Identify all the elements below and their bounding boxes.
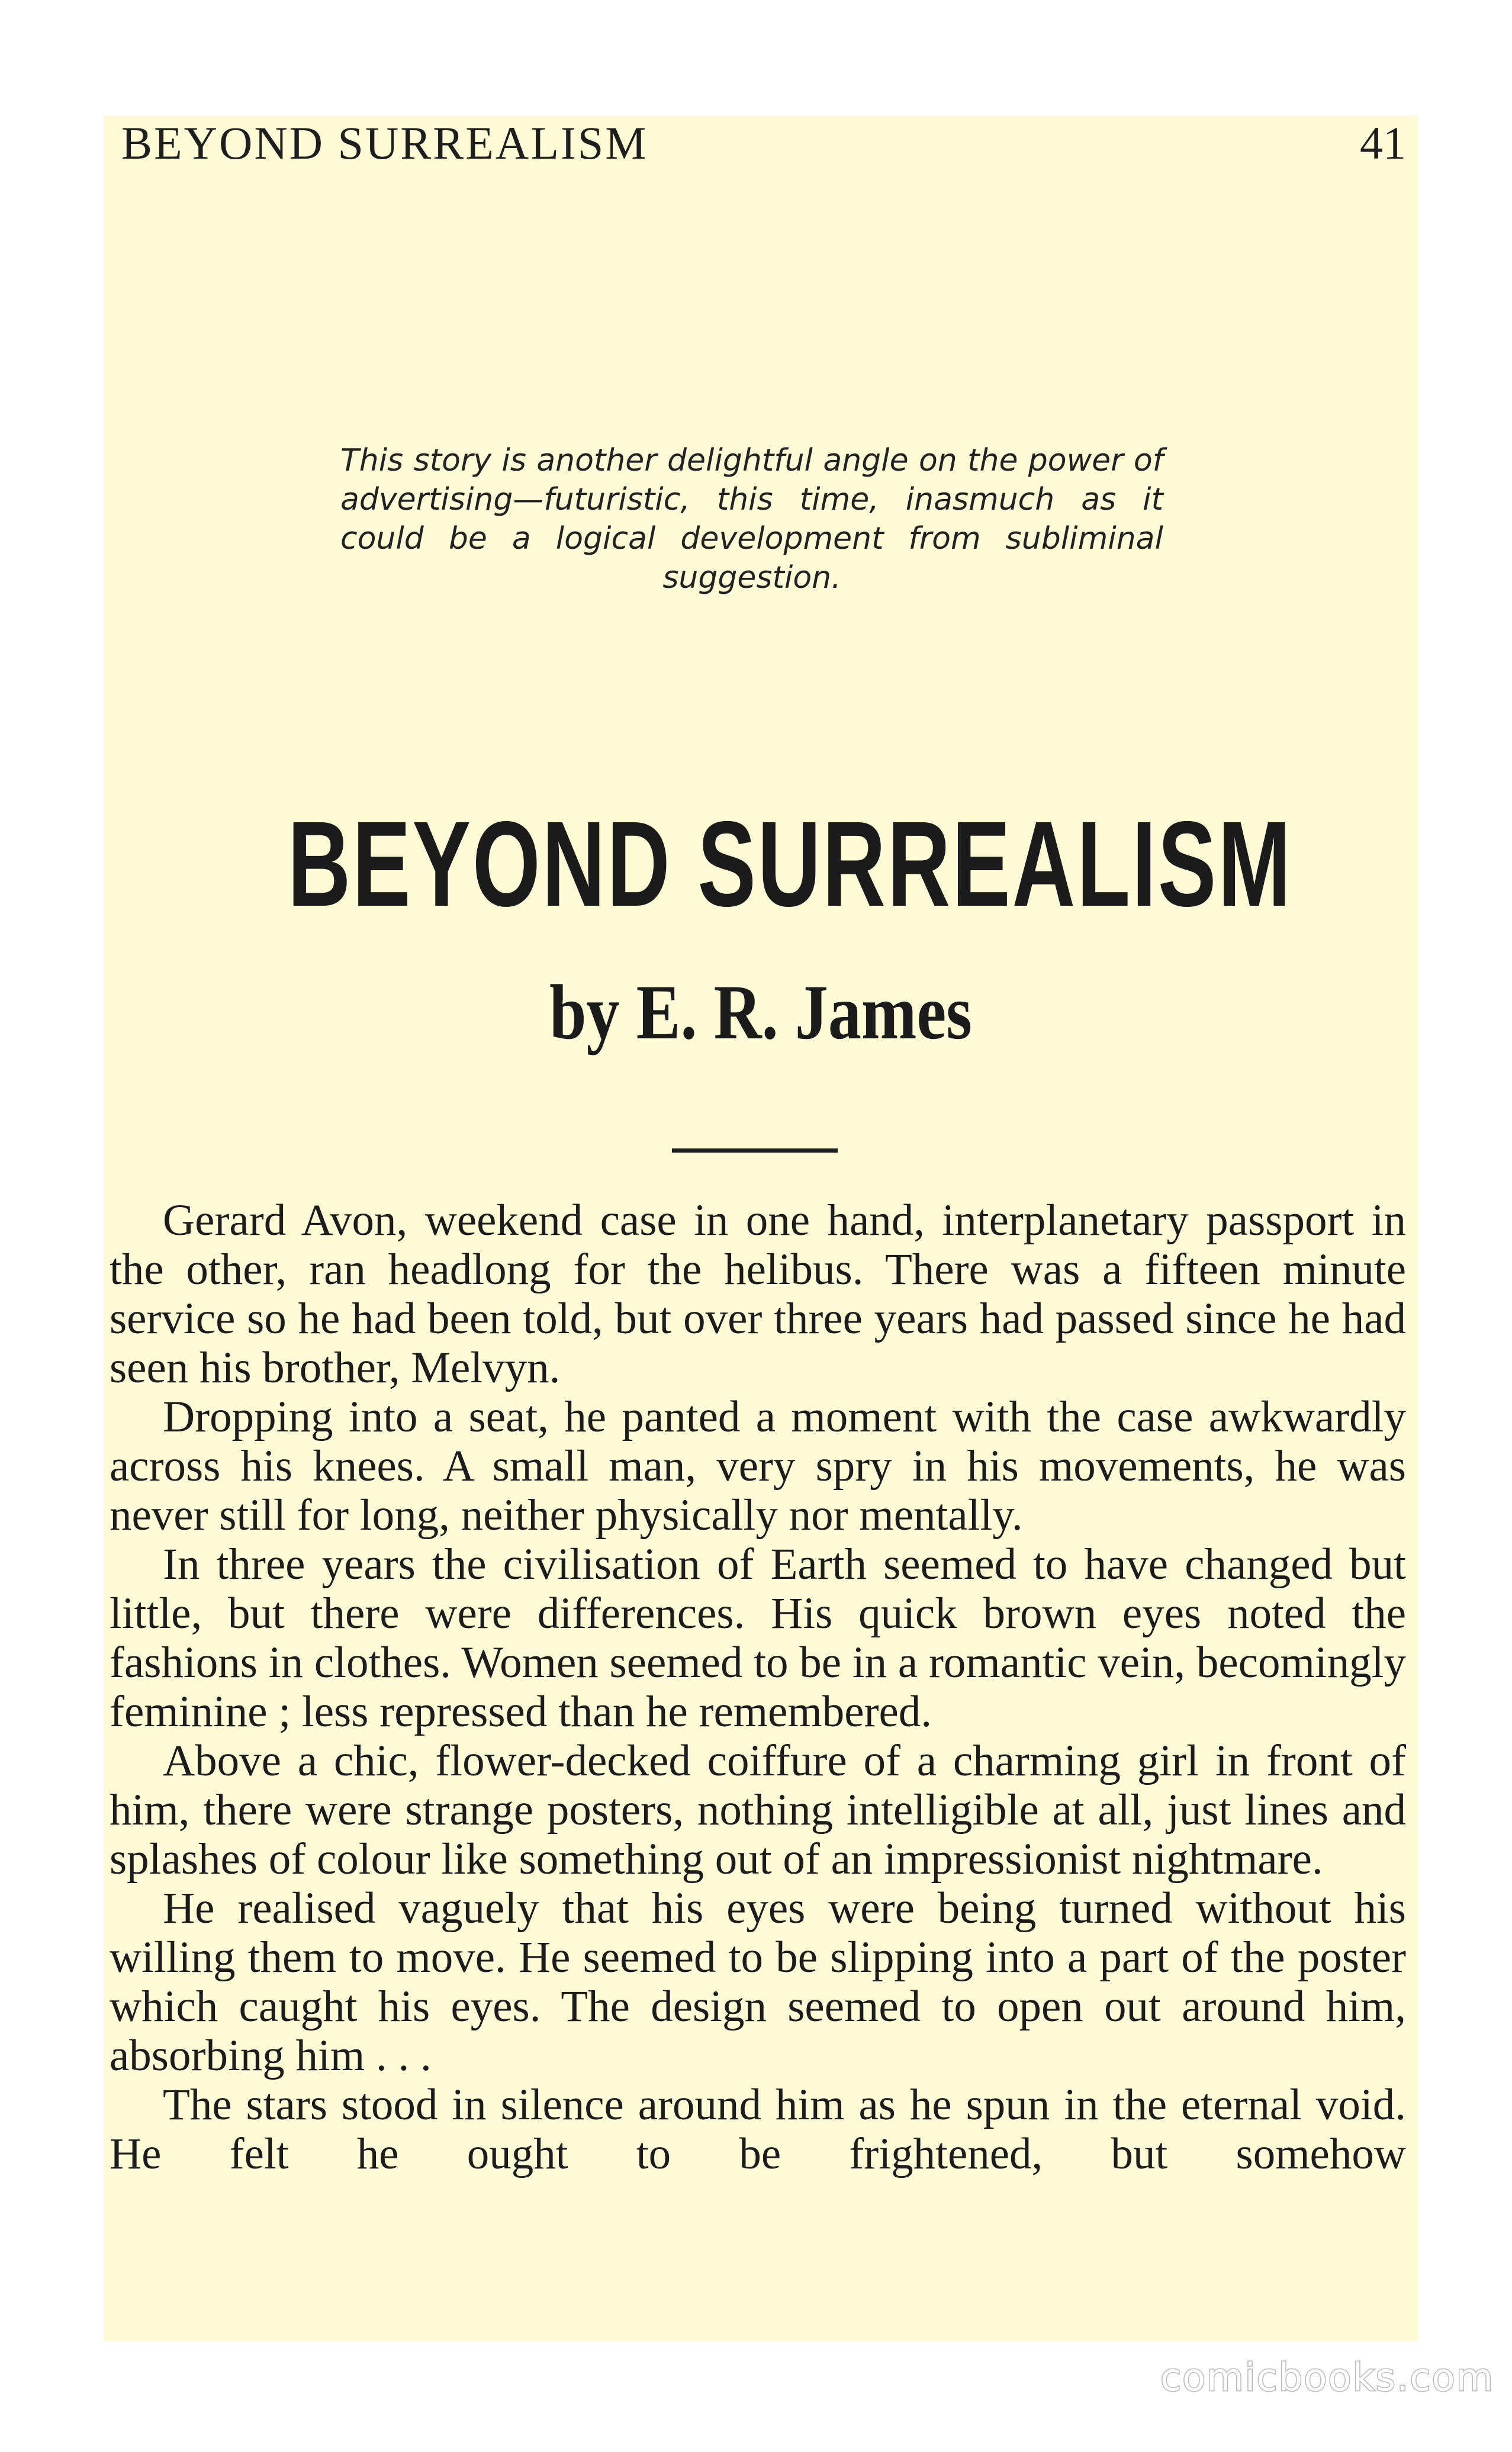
site-watermark: comicbooks.com [1160, 2356, 1494, 2400]
paragraph-5: He realised vaguely that his eyes were being turned without his willing them to move. He seemed to be slipping into a part of the poster which caught his eyes. The design seemed to open out around him, absorbing him . . . [110, 1884, 1406, 2080]
story-byline: by E. R. James [549, 968, 972, 1056]
story-title: BEYOND SURREALISM [287, 796, 1293, 932]
running-header-title: BEYOND SURREALISM [121, 117, 648, 169]
paragraph-3: In three years the civilisation of Earth seemed to have changed but little, but there were differences. His quick brown eyes noted the fashions in clothes. Women seemed to be in a romantic vein, becomingly feminine ; less repressed than he remembered. [110, 1540, 1406, 1736]
magazine-page [104, 115, 1418, 2341]
paragraph-1: Gerard Avon, weekend case in one hand, interplanetary passport in the other, ran headlong for the helibus. There was a fifteen minute service so he had been told, but over three years had passed since he had seen his brother, Melvyn. [110, 1196, 1406, 1392]
paragraph-6: The stars stood in silence around him as he spun in the eternal void. He felt he ought to be frightened, but somehow [110, 2080, 1406, 2179]
page-number: 41 [1360, 117, 1406, 169]
story-intro-blurb: This story is another delightful angle on the power of advertising—futuristic, this time, inasmuch as it could be a logical development from subliminal suggestion. [340, 443, 1163, 596]
story-body [110, 1196, 1406, 2179]
paragraph-4: Above a chic, flower-decked coiffure of a charming girl in front of him, there were strange posters, nothing intelligible at all, just lines and splashes of colour like something out of an impressionist nightmare. [110, 1736, 1406, 1884]
paragraph-2: Dropping into a seat, he panted a moment with the case awkwardly across his knees. A small man, very spry in his movements, he was never still for long, neither physically nor mentally. [110, 1392, 1406, 1540]
title-divider-rule [672, 1148, 838, 1153]
